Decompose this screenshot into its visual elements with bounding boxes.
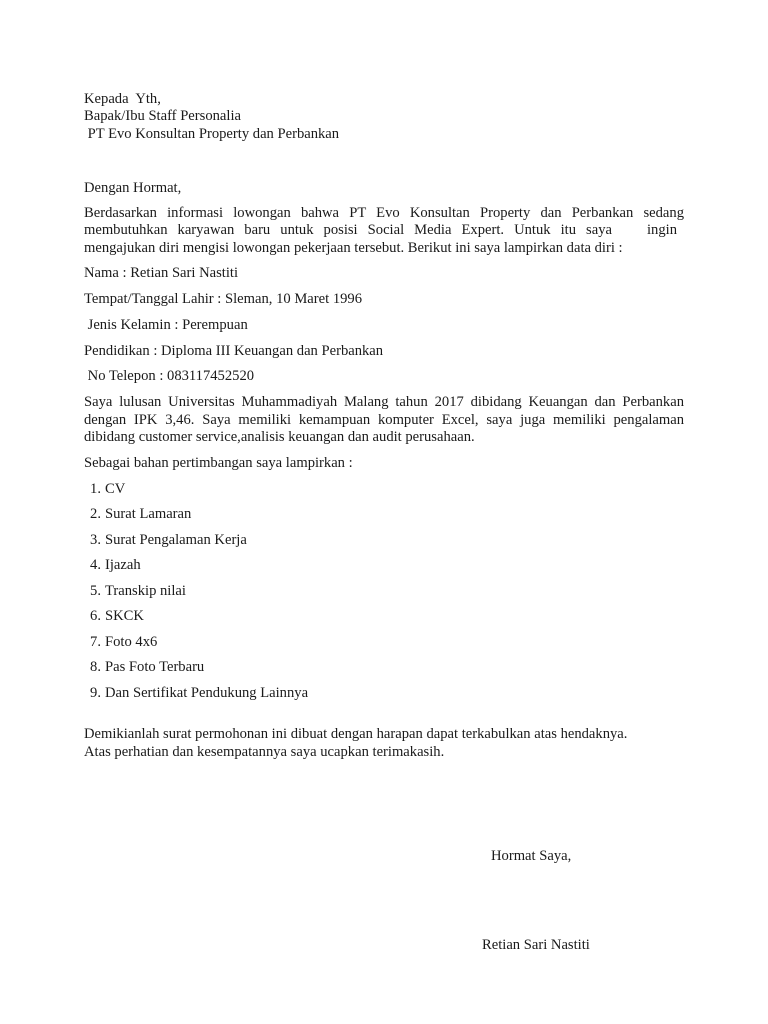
personal-pendidikan: Pendidikan : Diploma III Keuangan dan Perbankan [84, 343, 384, 359]
intro-line-3: mengajukan diri mengisi lowongan pekerjaan tersebut. Berikut ini saya lampirkan data diri : [84, 240, 623, 256]
closing-line-2: Atas perhatian dan kesempatannya saya ucapkan terimakasih. [84, 744, 445, 760]
closing-line-1: Demikianlah surat permohonan ini dibuat dengan harapan dapat terkabulkan atas hendaknya. [84, 726, 628, 742]
intro-line-2-end: ingin [647, 222, 677, 238]
personal-telepon: No Telepon : 083117452520 [84, 368, 255, 384]
intro-line-2: membutuhkan karyawan baru untuk posisi Social Media Expert. Untuk itu saya [84, 222, 612, 238]
attachment-item: Surat Pengalaman Kerja [105, 532, 247, 548]
attachment-number: 7. [90, 634, 101, 650]
recipient-line-1: Kepada Yth, [84, 91, 161, 107]
attachment-item: Transkip nilai [105, 583, 186, 599]
attachment-number: 2. [90, 506, 101, 522]
attachment-number: 6. [90, 608, 101, 624]
personal-ttl: Tempat/Tanggal Lahir : Sleman, 10 Maret 1996 [84, 291, 363, 307]
attachment-number: 4. [90, 557, 101, 573]
education-line-3: dibidang customer service,analisis keuangan dan audit perusahaan. [84, 429, 475, 445]
attachment-number: 5. [90, 583, 101, 599]
attachment-item: SKCK [105, 608, 144, 624]
signature-name: Retian Sari Nastiti [482, 937, 590, 953]
attachment-number: 3. [90, 532, 101, 548]
greeting: Dengan Hormat, [84, 180, 182, 196]
signoff: Hormat Saya, [491, 848, 572, 864]
intro-line-1: Berdasarkan informasi lowongan bahwa PT Evo Konsultan Property dan Perbankan sedang [84, 205, 684, 221]
personal-gender: Jenis Kelamin : Perempuan [84, 317, 248, 333]
attachments-intro: Sebagai bahan pertimbangan saya lampirkan : [84, 455, 353, 471]
attachment-item: Surat Lamaran [105, 506, 192, 522]
attachment-number: 8. [90, 659, 101, 675]
education-line-2: dengan IPK 3,46. Saya memiliki kemampuan komputer Excel, saya juga memiliki pengalaman [84, 412, 684, 428]
attachment-item: Ijazah [105, 557, 141, 573]
recipient-line-2: Bapak/Ibu Staff Personalia [84, 108, 241, 124]
attachment-item: Dan Sertifikat Pendukung Lainnya [105, 685, 309, 701]
personal-nama: Nama : Retian Sari Nastiti [84, 265, 239, 281]
attachment-item: Foto 4x6 [105, 634, 158, 650]
attachment-number: 9. [90, 685, 101, 701]
attachment-item: Pas Foto Terbaru [105, 659, 205, 675]
attachment-number: 1. [90, 481, 101, 497]
education-line-1: Saya lulusan Universitas Muhammadiyah Malang tahun 2017 dibidang Keuangan dan Perbankan [84, 394, 684, 410]
recipient-line-3: PT Evo Konsultan Property dan Perbankan [84, 126, 340, 142]
attachment-item: CV [105, 481, 126, 497]
